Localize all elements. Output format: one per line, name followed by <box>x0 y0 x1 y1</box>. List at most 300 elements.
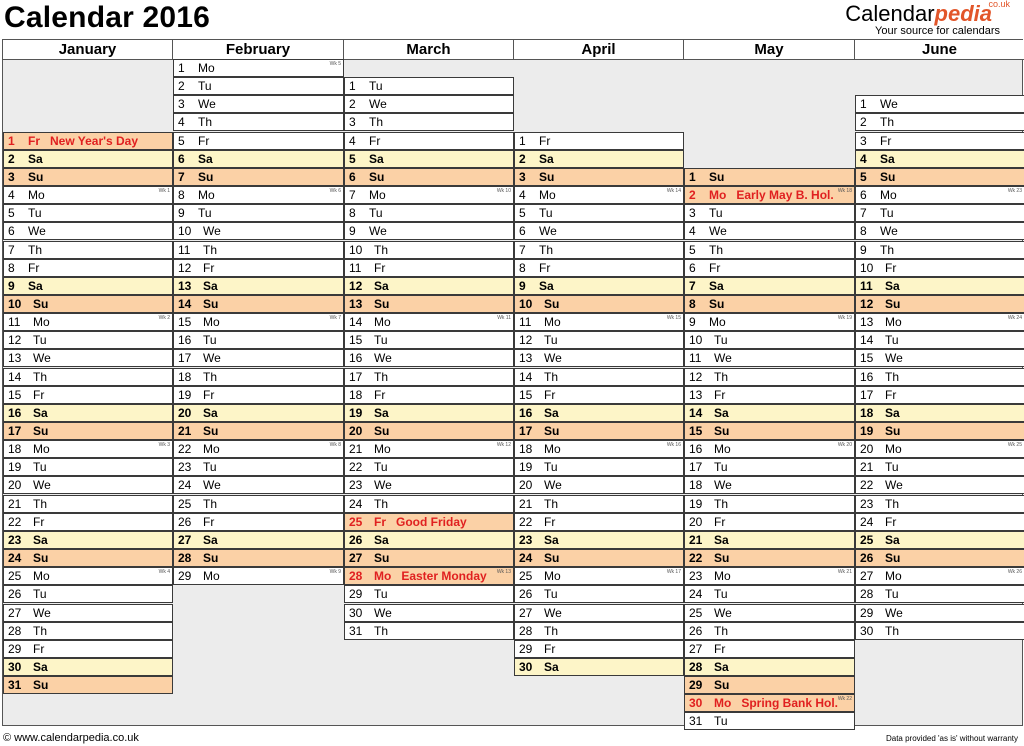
footer-copyright[interactable]: © www.calendarpedia.co.uk <box>3 732 139 744</box>
day-number: 11 <box>519 315 532 329</box>
day-cell[interactable] <box>173 549 344 567</box>
month-header-march: March <box>344 40 514 60</box>
day-number: 24 <box>349 497 363 511</box>
day-cell[interactable] <box>173 95 344 113</box>
day-cell[interactable] <box>344 585 514 603</box>
day-number: 11 <box>860 279 873 293</box>
day-cell[interactable] <box>855 95 1024 113</box>
day-cell[interactable] <box>344 549 514 567</box>
day-number: 13 <box>860 315 874 329</box>
weekday-label: Mo <box>369 188 386 202</box>
week-number: Wk 13 <box>496 569 511 575</box>
weekday-label: We <box>544 606 562 620</box>
day-number: 15 <box>689 424 703 438</box>
day-cell[interactable] <box>173 295 344 313</box>
day-cell[interactable] <box>3 567 173 585</box>
day-cell[interactable] <box>3 150 173 168</box>
day-cell[interactable] <box>684 585 855 603</box>
day-cell[interactable] <box>3 513 173 531</box>
day-cell[interactable] <box>855 404 1024 422</box>
day-cell[interactable] <box>514 476 684 494</box>
day-cell[interactable] <box>3 604 173 622</box>
logo-domain: co.uk <box>988 0 1010 9</box>
day-cell[interactable] <box>3 531 173 549</box>
day-cell[interactable] <box>855 222 1024 240</box>
day-number: 3 <box>519 170 526 184</box>
day-cell[interactable] <box>684 331 855 349</box>
day-cell[interactable] <box>855 549 1024 567</box>
day-cell[interactable] <box>344 313 514 331</box>
day-number: 17 <box>8 424 22 438</box>
weekday-label: Th <box>203 497 218 511</box>
day-cell[interactable] <box>855 241 1024 259</box>
day-cell[interactable] <box>344 531 514 549</box>
day-cell[interactable] <box>344 604 514 622</box>
day-cell[interactable] <box>855 422 1024 440</box>
day-cell[interactable] <box>514 585 684 603</box>
day-number: 9 <box>519 279 526 293</box>
holiday-cell[interactable] <box>344 513 514 531</box>
day-cell[interactable] <box>855 440 1024 458</box>
day-cell[interactable] <box>514 658 684 676</box>
day-cell[interactable] <box>514 349 684 367</box>
weekday-label: Th <box>203 370 218 384</box>
weekday-label: Su <box>203 551 219 565</box>
day-number: 10 <box>349 243 363 257</box>
day-cell[interactable] <box>684 349 855 367</box>
day-cell[interactable] <box>344 222 514 240</box>
day-cell[interactable] <box>684 604 855 622</box>
day-number: 20 <box>689 515 703 529</box>
day-number: 5 <box>349 152 356 166</box>
day-cell[interactable] <box>173 59 344 77</box>
day-cell[interactable] <box>173 204 344 222</box>
day-cell[interactable] <box>3 640 173 658</box>
day-cell[interactable] <box>514 604 684 622</box>
day-cell[interactable] <box>3 295 173 313</box>
day-number: 4 <box>519 188 526 202</box>
day-number: 10 <box>519 297 533 311</box>
day-cell[interactable] <box>344 295 514 313</box>
week-number: Wk 12 <box>496 442 511 448</box>
day-cell[interactable] <box>514 150 684 168</box>
day-cell[interactable] <box>684 622 855 640</box>
holiday-cell[interactable] <box>684 694 855 712</box>
day-cell[interactable] <box>173 476 344 494</box>
day-cell[interactable] <box>855 604 1024 622</box>
day-cell[interactable] <box>855 132 1024 150</box>
day-cell[interactable] <box>855 295 1024 313</box>
day-number: 11 <box>8 315 21 329</box>
day-cell[interactable] <box>684 422 855 440</box>
day-cell[interactable] <box>3 676 173 694</box>
day-cell[interactable] <box>173 458 344 476</box>
day-cell[interactable] <box>514 204 684 222</box>
day-number: 26 <box>519 587 533 601</box>
day-cell[interactable] <box>3 349 173 367</box>
day-cell[interactable] <box>3 422 173 440</box>
day-cell[interactable] <box>514 331 684 349</box>
day-cell[interactable] <box>514 222 684 240</box>
day-cell[interactable] <box>173 150 344 168</box>
day-number: 12 <box>349 279 363 293</box>
day-number: 12 <box>8 333 22 347</box>
weekday-label: Mo <box>198 188 215 202</box>
weekday-label: Fr <box>539 261 551 275</box>
day-number: 29 <box>860 606 874 620</box>
day-cell[interactable] <box>3 259 173 277</box>
day-cell[interactable] <box>173 222 344 240</box>
day-cell[interactable] <box>514 567 684 585</box>
day-cell[interactable] <box>173 567 344 585</box>
day-cell[interactable] <box>684 204 855 222</box>
day-cell[interactable] <box>344 204 514 222</box>
weekday-label: Tu <box>544 333 558 347</box>
day-cell[interactable] <box>514 259 684 277</box>
day-cell[interactable] <box>684 712 855 730</box>
day-number: 20 <box>519 478 533 492</box>
day-cell[interactable] <box>514 513 684 531</box>
day-cell[interactable] <box>173 331 344 349</box>
day-cell[interactable] <box>855 204 1024 222</box>
weekday-label: Su <box>203 424 219 438</box>
day-cell[interactable] <box>344 349 514 367</box>
day-cell[interactable] <box>173 113 344 131</box>
weekday-label: Th <box>544 497 559 511</box>
day-cell[interactable] <box>855 150 1024 168</box>
weekday-label: Mo <box>714 569 731 583</box>
day-cell[interactable] <box>3 404 173 422</box>
week-number: Wk 24 <box>1007 315 1022 321</box>
day-cell[interactable] <box>514 186 684 204</box>
day-cell[interactable] <box>3 204 173 222</box>
day-cell[interactable] <box>514 422 684 440</box>
weekday-label: Mo <box>198 61 215 75</box>
day-cell[interactable] <box>514 386 684 404</box>
day-cell[interactable] <box>344 458 514 476</box>
day-cell[interactable] <box>3 458 173 476</box>
day-cell[interactable] <box>514 368 684 386</box>
weekday-label: Su <box>374 551 390 565</box>
day-number: 2 <box>860 115 867 129</box>
day-number: 27 <box>349 551 363 565</box>
weekday-label: Fr <box>369 134 381 148</box>
day-cell[interactable] <box>684 640 855 658</box>
weekday-label: Th <box>374 370 389 384</box>
day-cell[interactable] <box>514 241 684 259</box>
day-cell[interactable] <box>514 549 684 567</box>
holiday-cell[interactable] <box>684 186 855 204</box>
day-cell[interactable] <box>3 549 173 567</box>
day-cell[interactable] <box>344 622 514 640</box>
day-cell[interactable] <box>684 277 855 295</box>
day-cell[interactable] <box>684 513 855 531</box>
weekday-label: Tu <box>544 587 558 601</box>
day-cell[interactable] <box>344 113 514 131</box>
day-cell[interactable] <box>855 368 1024 386</box>
day-cell[interactable] <box>344 186 514 204</box>
day-cell[interactable] <box>855 349 1024 367</box>
day-number: 26 <box>8 587 22 601</box>
day-cell[interactable] <box>173 259 344 277</box>
day-number: 13 <box>689 388 703 402</box>
weekday-label: Su <box>880 170 896 184</box>
day-number: 24 <box>178 478 192 492</box>
day-number: 7 <box>689 279 696 293</box>
day-cell[interactable] <box>684 368 855 386</box>
day-cell[interactable] <box>173 495 344 513</box>
weekday-label: We <box>880 97 898 111</box>
weekday-label: Tu <box>203 333 217 347</box>
weekday-label: We <box>880 224 898 238</box>
day-cell[interactable] <box>3 622 173 640</box>
week-number: Wk 19 <box>837 315 852 321</box>
week-number: Wk 16 <box>666 442 681 448</box>
day-number: 28 <box>178 551 192 565</box>
day-cell[interactable] <box>684 531 855 549</box>
page-title: Calendar 2016 <box>4 1 211 34</box>
day-number: 5 <box>8 206 15 220</box>
day-cell[interactable] <box>344 132 514 150</box>
day-cell[interactable] <box>684 495 855 513</box>
weekday-label: Mo <box>544 569 561 583</box>
day-cell[interactable] <box>173 349 344 367</box>
day-cell[interactable] <box>684 549 855 567</box>
weekday-label: Sa <box>369 152 384 166</box>
day-number: 20 <box>860 442 874 456</box>
day-cell[interactable] <box>173 531 344 549</box>
day-cell[interactable] <box>344 259 514 277</box>
weekday-label: Mo <box>885 569 902 583</box>
day-cell[interactable] <box>684 295 855 313</box>
day-cell[interactable] <box>3 368 173 386</box>
day-number: 11 <box>349 261 362 275</box>
weekday-label: Sa <box>203 406 218 420</box>
weekday-label: Su <box>374 297 390 311</box>
day-cell[interactable] <box>344 404 514 422</box>
day-number: 6 <box>178 152 185 166</box>
day-cell[interactable] <box>684 313 855 331</box>
day-cell[interactable] <box>344 150 514 168</box>
day-number: 1 <box>178 61 185 75</box>
day-cell[interactable] <box>855 331 1024 349</box>
day-number: 22 <box>860 478 874 492</box>
day-number: 2 <box>178 79 185 93</box>
day-cell[interactable] <box>514 295 684 313</box>
day-cell[interactable] <box>684 259 855 277</box>
day-cell[interactable] <box>855 513 1024 531</box>
weekday-label: Tu <box>885 587 899 601</box>
day-number: 11 <box>178 243 191 257</box>
month-header-february: February <box>173 40 344 60</box>
day-number: 9 <box>689 315 696 329</box>
day-cell[interactable] <box>855 458 1024 476</box>
day-number: 18 <box>8 442 22 456</box>
day-cell[interactable] <box>3 277 173 295</box>
day-number: 23 <box>8 533 22 547</box>
weekday-label: Fr <box>33 388 45 402</box>
day-cell[interactable] <box>344 386 514 404</box>
day-cell[interactable] <box>514 313 684 331</box>
day-cell[interactable] <box>3 476 173 494</box>
day-cell[interactable] <box>173 440 344 458</box>
day-cell[interactable] <box>344 495 514 513</box>
day-number: 3 <box>178 97 185 111</box>
day-cell[interactable] <box>684 658 855 676</box>
day-cell[interactable] <box>684 222 855 240</box>
day-cell[interactable] <box>173 422 344 440</box>
weekday-label: We <box>33 606 51 620</box>
day-cell[interactable] <box>344 476 514 494</box>
day-number: 7 <box>519 243 526 257</box>
weekday-label: Su <box>33 678 49 692</box>
day-number: 12 <box>519 333 533 347</box>
day-cell[interactable] <box>173 241 344 259</box>
day-cell[interactable] <box>514 640 684 658</box>
day-cell[interactable] <box>173 386 344 404</box>
day-cell[interactable] <box>173 277 344 295</box>
day-cell[interactable] <box>344 168 514 186</box>
day-cell[interactable] <box>344 241 514 259</box>
day-cell[interactable] <box>173 77 344 95</box>
calendarpedia-logo[interactable] <box>845 0 1010 37</box>
weekday-label: Tu <box>369 79 383 93</box>
day-cell[interactable] <box>173 132 344 150</box>
weekday-label: We <box>714 478 732 492</box>
day-cell[interactable] <box>3 386 173 404</box>
day-cell[interactable] <box>3 241 173 259</box>
weekday-label: Fr <box>714 388 726 402</box>
day-cell[interactable] <box>855 531 1024 549</box>
day-cell[interactable] <box>514 622 684 640</box>
day-cell[interactable] <box>855 277 1024 295</box>
weekday-label: Fr <box>709 261 721 275</box>
day-cell[interactable] <box>173 404 344 422</box>
day-cell[interactable] <box>173 168 344 186</box>
holiday-cell[interactable] <box>344 567 514 585</box>
weekday-label: Tu <box>885 460 899 474</box>
day-cell[interactable] <box>855 476 1024 494</box>
day-cell[interactable] <box>514 277 684 295</box>
day-cell[interactable] <box>855 259 1024 277</box>
weekday-label: Th <box>544 624 559 638</box>
weekday-label: Fr <box>544 642 556 656</box>
day-number: 8 <box>519 261 526 275</box>
day-cell[interactable] <box>855 186 1024 204</box>
weekday-label: Sa <box>33 406 48 420</box>
day-number: 4 <box>349 134 356 148</box>
day-cell[interactable] <box>173 186 344 204</box>
day-cell[interactable] <box>855 386 1024 404</box>
weekday-label: Mo <box>203 569 220 583</box>
weekday-label: Th <box>885 624 900 638</box>
month-header-may: May <box>684 40 855 60</box>
day-cell[interactable] <box>344 368 514 386</box>
week-number: Wk 4 <box>158 569 170 575</box>
day-cell[interactable] <box>855 113 1024 131</box>
weekday-label: Th <box>33 497 48 511</box>
day-number: 5 <box>689 243 696 257</box>
day-cell[interactable] <box>173 313 344 331</box>
day-cell[interactable] <box>173 368 344 386</box>
day-cell[interactable] <box>344 77 514 95</box>
weekday-label: Tu <box>714 587 728 601</box>
day-cell[interactable] <box>514 404 684 422</box>
day-cell[interactable] <box>3 186 173 204</box>
day-cell[interactable] <box>3 658 173 676</box>
day-cell[interactable] <box>684 241 855 259</box>
week-number: Wk 22 <box>837 696 852 702</box>
day-number: 8 <box>860 224 867 238</box>
day-cell[interactable] <box>344 277 514 295</box>
day-cell[interactable] <box>514 458 684 476</box>
day-cell[interactable] <box>3 440 173 458</box>
weekday-label: Fr <box>885 515 897 529</box>
day-number: 29 <box>519 642 533 656</box>
day-cell[interactable] <box>344 422 514 440</box>
holiday-cell[interactable] <box>3 132 173 150</box>
day-cell[interactable] <box>855 585 1024 603</box>
day-cell[interactable] <box>3 313 173 331</box>
day-cell[interactable] <box>855 495 1024 513</box>
weekday-label: Sa <box>33 533 48 547</box>
weekday-label: We <box>198 97 216 111</box>
day-cell[interactable] <box>684 476 855 494</box>
day-cell[interactable] <box>855 567 1024 585</box>
day-number: 28 <box>689 660 703 674</box>
day-cell[interactable] <box>684 404 855 422</box>
day-number: 13 <box>519 351 533 365</box>
day-number: 26 <box>860 551 874 565</box>
day-cell[interactable] <box>684 567 855 585</box>
weekday-label: Th <box>544 370 559 384</box>
day-cell[interactable] <box>684 386 855 404</box>
day-cell[interactable] <box>855 313 1024 331</box>
day-cell[interactable] <box>173 513 344 531</box>
day-cell[interactable] <box>514 495 684 513</box>
weekday-label: Tu <box>714 714 728 728</box>
day-cell[interactable] <box>344 440 514 458</box>
day-cell[interactable] <box>344 331 514 349</box>
day-number: 27 <box>519 606 533 620</box>
weekday-label: We <box>369 224 387 238</box>
day-cell[interactable] <box>3 168 173 186</box>
day-cell[interactable] <box>855 622 1024 640</box>
day-number: 29 <box>178 569 192 583</box>
day-cell[interactable] <box>514 132 684 150</box>
day-cell[interactable] <box>684 440 855 458</box>
day-number: 24 <box>8 551 22 565</box>
day-cell[interactable] <box>514 531 684 549</box>
day-number: 23 <box>519 533 533 547</box>
day-cell[interactable] <box>855 168 1024 186</box>
day-cell[interactable] <box>3 585 173 603</box>
day-cell[interactable] <box>684 676 855 694</box>
day-cell[interactable] <box>514 168 684 186</box>
day-cell[interactable] <box>3 222 173 240</box>
day-number: 22 <box>8 515 22 529</box>
day-number: 31 <box>349 624 363 638</box>
day-cell[interactable] <box>684 458 855 476</box>
weekday-label: We <box>544 351 562 365</box>
day-cell[interactable] <box>3 331 173 349</box>
day-cell[interactable] <box>684 168 855 186</box>
day-number: 28 <box>349 569 363 583</box>
weekday-label: Sa <box>885 533 900 547</box>
day-cell[interactable] <box>3 495 173 513</box>
day-cell[interactable] <box>514 440 684 458</box>
day-cell[interactable] <box>344 95 514 113</box>
